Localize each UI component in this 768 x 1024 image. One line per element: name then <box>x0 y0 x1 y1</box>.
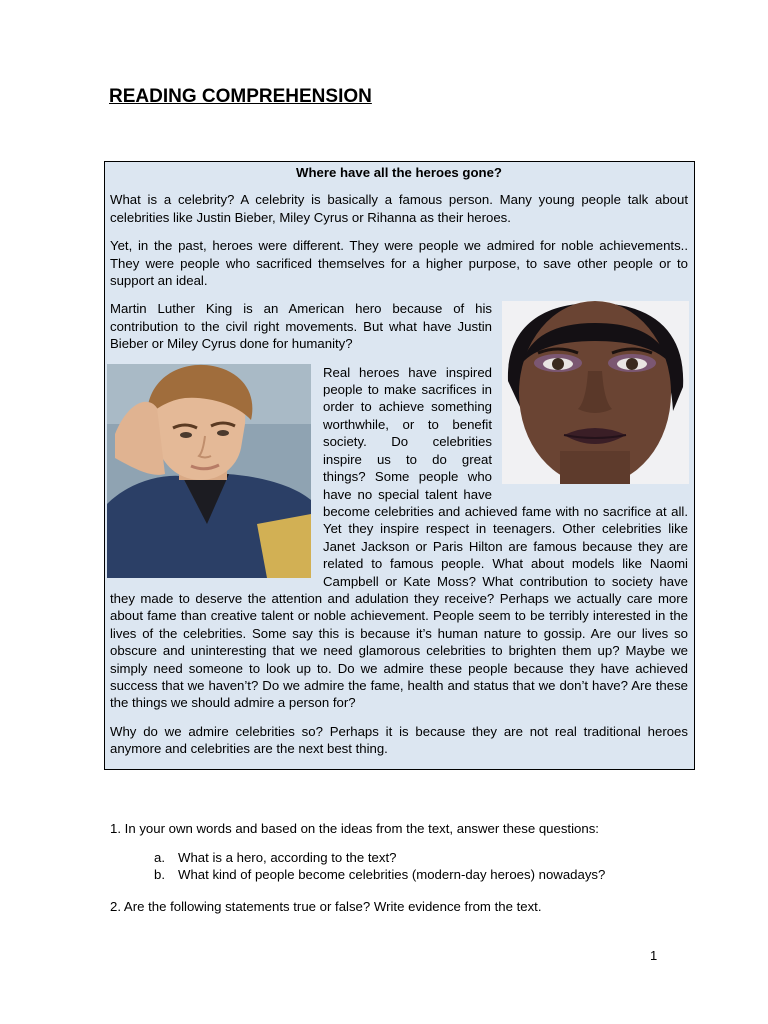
document-title: READING COMPREHENSION <box>109 86 372 107</box>
passage-paragraph-5: Why do we admire celebrities so? Perhaps it is because they are not real traditional heroes anymore and celebrities are the next best thing. <box>110 723 688 757</box>
question-1-sublist <box>110 849 710 883</box>
question-1b-marker: b. <box>154 867 165 882</box>
questions-section <box>110 820 710 915</box>
passage-paragraph-3: Martin Luther King is an American hero because of his contribution to the civil right movements. But what have Justin Bieber or Miley Cyrus done for humanity? <box>110 301 492 352</box>
portrait-woman-image <box>502 301 689 484</box>
question-1a-marker: a. <box>154 850 165 865</box>
passage-paragraph-1: What is a celebrity? A celebrity is basically a famous person. Many young people talk about celebrities like Justin Bieber, Miley Cyrus or Rihanna as their heroes. <box>110 192 688 225</box>
passage-paragraph-4: Real heroes have inspired people to make sacrifices in order to achieve something worthwhile, or to benefit society. Do celebrities inspire us to do great things? Some people who have no special talent have become celebrities and achieved fame with no sacrifice at all. Yet they inspire respect in teenagers. Other celebrities like Janet Jackson or Paris Hilton are famous because they are related to famous people. What about models like Naomi Campbell or Kate Moss? What contribution to society have they made to deserve the attention and adulation they receive? Perhaps we actually care more about fame than creative talent or noble achievement. People seem to be terribly interested in the lives of the celebrities. Some say this is because it’s human nature to gossip. Are our lives so obscure and uninteresting that we need glamorous celebrities to brighten them up? Maybe we simply need someone to look up to. Do we admire these people because they have achieved success that we haven’t? Do we admire the fame, health and status that we don’t have? Are these the things we should admire a person for? <box>110 364 688 712</box>
question-1a-text: What is a hero, according to the text? <box>178 850 397 865</box>
portrait-man-image <box>107 364 311 578</box>
question-2: 2. Are the following statements true or false? Write evidence from the text. <box>110 899 542 914</box>
page-number: 1 <box>650 948 658 963</box>
question-1b <box>154 866 710 883</box>
question-1b-text: What kind of people become celebrities (modern-day heroes) nowadays? <box>178 867 606 882</box>
question-1: 1. In your own words and based on the ideas from the text, answer these questions: <box>110 821 599 836</box>
passage-paragraph-2: Yet, in the past, heroes were different. They were people we admired for noble achievements.. They were people who sacrificed themselves for a higher purpose, to save other people or to support an ideal. <box>110 238 688 289</box>
passage-title: Where have all the heroes gone? <box>296 165 502 180</box>
question-1a <box>154 849 710 866</box>
reading-passage-box <box>104 161 695 770</box>
